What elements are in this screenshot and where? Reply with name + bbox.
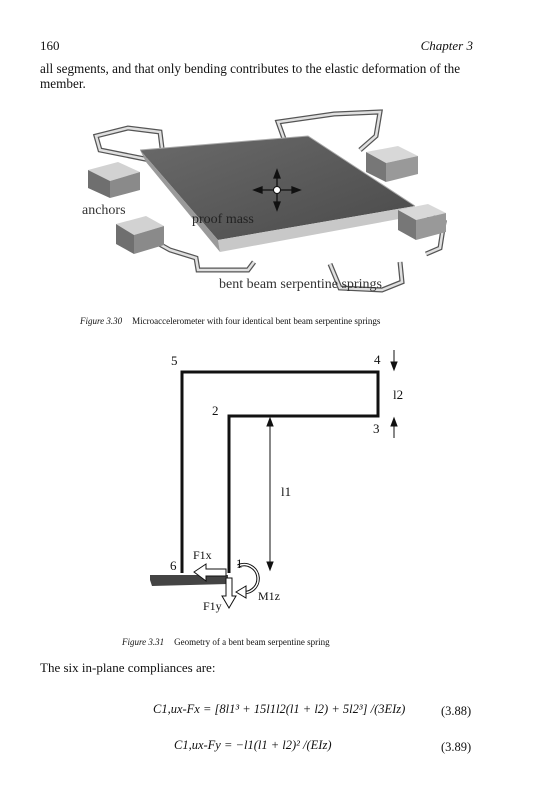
figure-3-30-number: Figure 3.30 — [80, 316, 123, 326]
equation-3-89: C1,ux-Fy = −l1(l1 + l2)² /(EIz) — [174, 738, 332, 752]
compliances-intro: The six in-plane compliances are: — [40, 660, 216, 675]
point-label-2: 2 — [212, 403, 219, 418]
mass-center-dot — [274, 187, 281, 194]
point-label-6: 6 — [170, 558, 177, 573]
point-label-4: 4 — [374, 352, 381, 367]
figure-3-30-caption-text: Microaccelerometer with four identical bent beam serpentine springs — [132, 316, 381, 326]
force-f1x-label: F1x — [193, 548, 212, 562]
figure-3-31-caption-text: Geometry of a bent beam serpentine spring — [174, 637, 330, 647]
chapter-title: Chapter 3 — [420, 38, 473, 53]
point-label-5: 5 — [171, 353, 178, 368]
figure-3-31-number: Figure 3.31 — [122, 637, 165, 647]
equation-3-89-number: (3.89) — [441, 740, 472, 754]
equation-3-88: C1,ux-Fx = [8l1³ + 15l1l2(l1 + l2) + 5l2³] /(3EIz) — [153, 702, 406, 716]
intro-paragraph: all segments, and that only bending contributes to the elastic deformation of the member. — [40, 61, 461, 91]
figure-3-31-caption — [122, 637, 330, 647]
springs-label: bent beam serpentine springs — [219, 277, 382, 292]
point-label-1: 1 — [236, 556, 243, 571]
point-label-3: 3 — [373, 421, 380, 436]
l1-label: l1 — [281, 484, 292, 499]
moment-m1z-label: M1z — [258, 589, 280, 603]
equation-3-88-number: (3.88) — [441, 704, 472, 718]
proof-mass-label: proof mass — [192, 212, 254, 227]
anchors-label: anchors — [82, 203, 126, 218]
force-f1y-label: F1y — [203, 599, 222, 613]
page-number: 160 — [40, 38, 60, 53]
l2-label: l2 — [393, 387, 404, 402]
figure-3-30-caption — [80, 316, 380, 326]
